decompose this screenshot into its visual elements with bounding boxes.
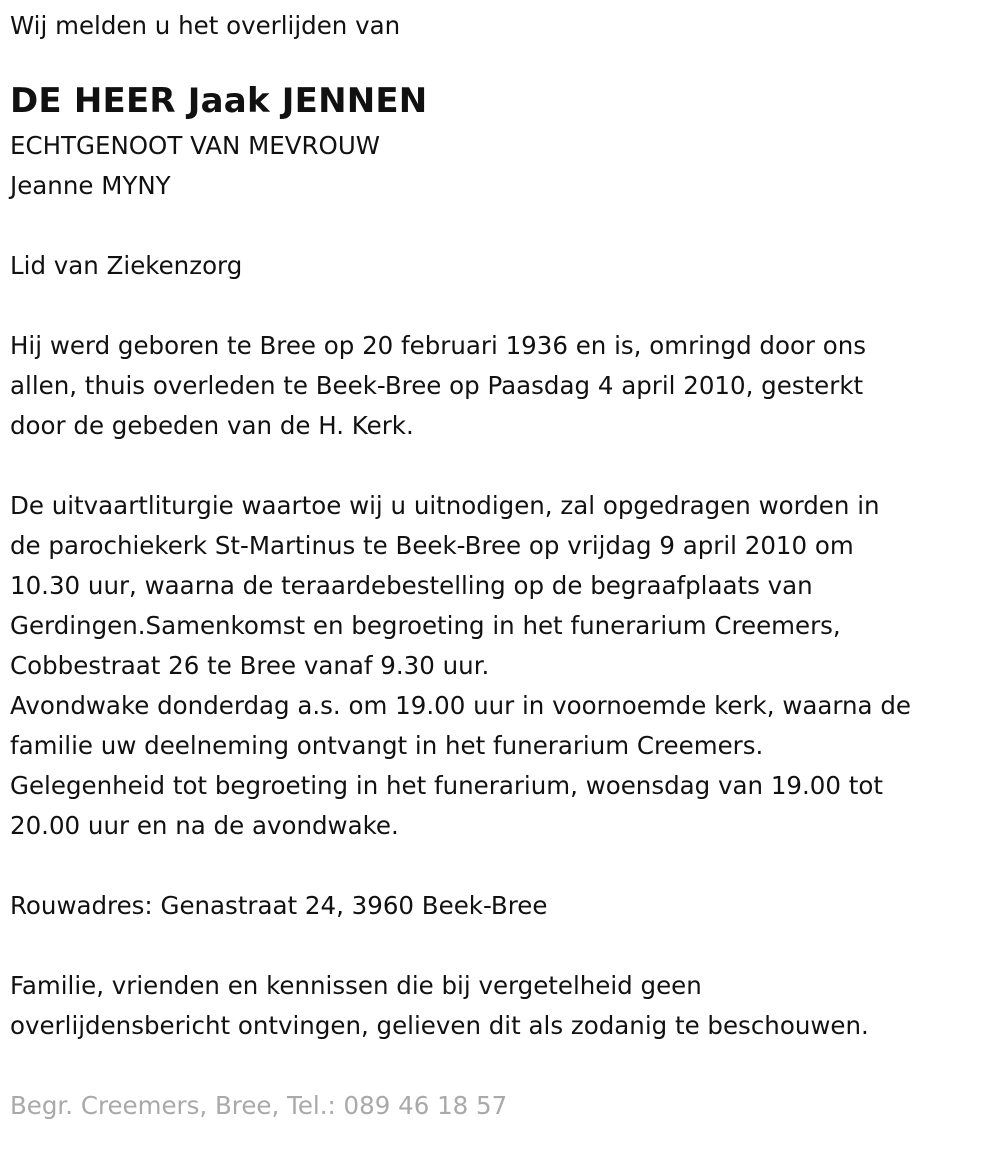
spacer xyxy=(10,286,995,326)
birth-death-paragraph xyxy=(10,326,995,446)
closing-paragraph xyxy=(10,966,995,1046)
spacer xyxy=(10,206,995,246)
obituary-notice xyxy=(10,6,995,1126)
paragraph-line: Cobbestraat 26 te Bree vanaf 9.30 uur. xyxy=(10,651,490,680)
paragraph-line: familie uw deelneming ontvangt in het funerarium Creemers. xyxy=(10,731,764,760)
paragraph-line: Hij werd geboren te Bree op 20 februari 1936 en is, omringd door ons xyxy=(10,331,867,360)
intro-text: Wij melden u het overlijden van xyxy=(10,11,401,40)
spacer xyxy=(10,1046,995,1086)
paragraph-line: door de gebeden van de H. Kerk. xyxy=(10,411,414,440)
paragraph-line: 20.00 uur en na de avondwake. xyxy=(10,811,399,840)
funeral-paragraph xyxy=(10,486,995,846)
deceased-name: DE HEER Jaak JENNEN xyxy=(10,81,428,121)
paragraph-line: Gerdingen.Samenkomst en begroeting in het funerarium Creemers, xyxy=(10,611,841,640)
spacer xyxy=(10,926,995,966)
paragraph-line: de parochiekerk St-Martinus te Beek-Bree op vrijdag 9 april 2010 om xyxy=(10,531,854,560)
paragraph-line: allen, thuis overleden te Beek-Bree op Paasdag 4 april 2010, gesterkt xyxy=(10,371,864,400)
paragraph-line: Familie, vrienden en kennissen die bij vergetelheid geen xyxy=(10,971,702,1000)
paragraph-line: 10.30 uur, waarna de teraardebestelling op de begraafplaats van xyxy=(10,571,813,600)
spacer xyxy=(10,846,995,886)
membership-text: Lid van Ziekenzorg xyxy=(10,251,243,280)
spouse-line: ECHTGENOOT VAN MEVROUW xyxy=(10,131,381,160)
spacer xyxy=(10,446,995,486)
paragraph-line: De uitvaartliturgie waartoe wij u uitnodigen, zal opgedragen worden in xyxy=(10,491,880,520)
paragraph-line: overlijdensbericht ontvingen, gelieven dit als zodanig te beschouwen. xyxy=(10,1011,869,1040)
paragraph-line: Avondwake donderdag a.s. om 19.00 uur in voornoemde kerk, waarna de xyxy=(10,691,911,720)
paragraph-line: Gelegenheid tot begroeting in het funerarium, woensdag van 19.00 tot xyxy=(10,771,883,800)
spouse-name: Jeanne MYNY xyxy=(10,171,171,200)
funeral-home-footer: Begr. Creemers, Bree, Tel.: 089 46 18 57 xyxy=(10,1091,508,1120)
mourning-address: Rouwadres: Genastraat 24, 3960 Beek-Bree xyxy=(10,891,548,920)
